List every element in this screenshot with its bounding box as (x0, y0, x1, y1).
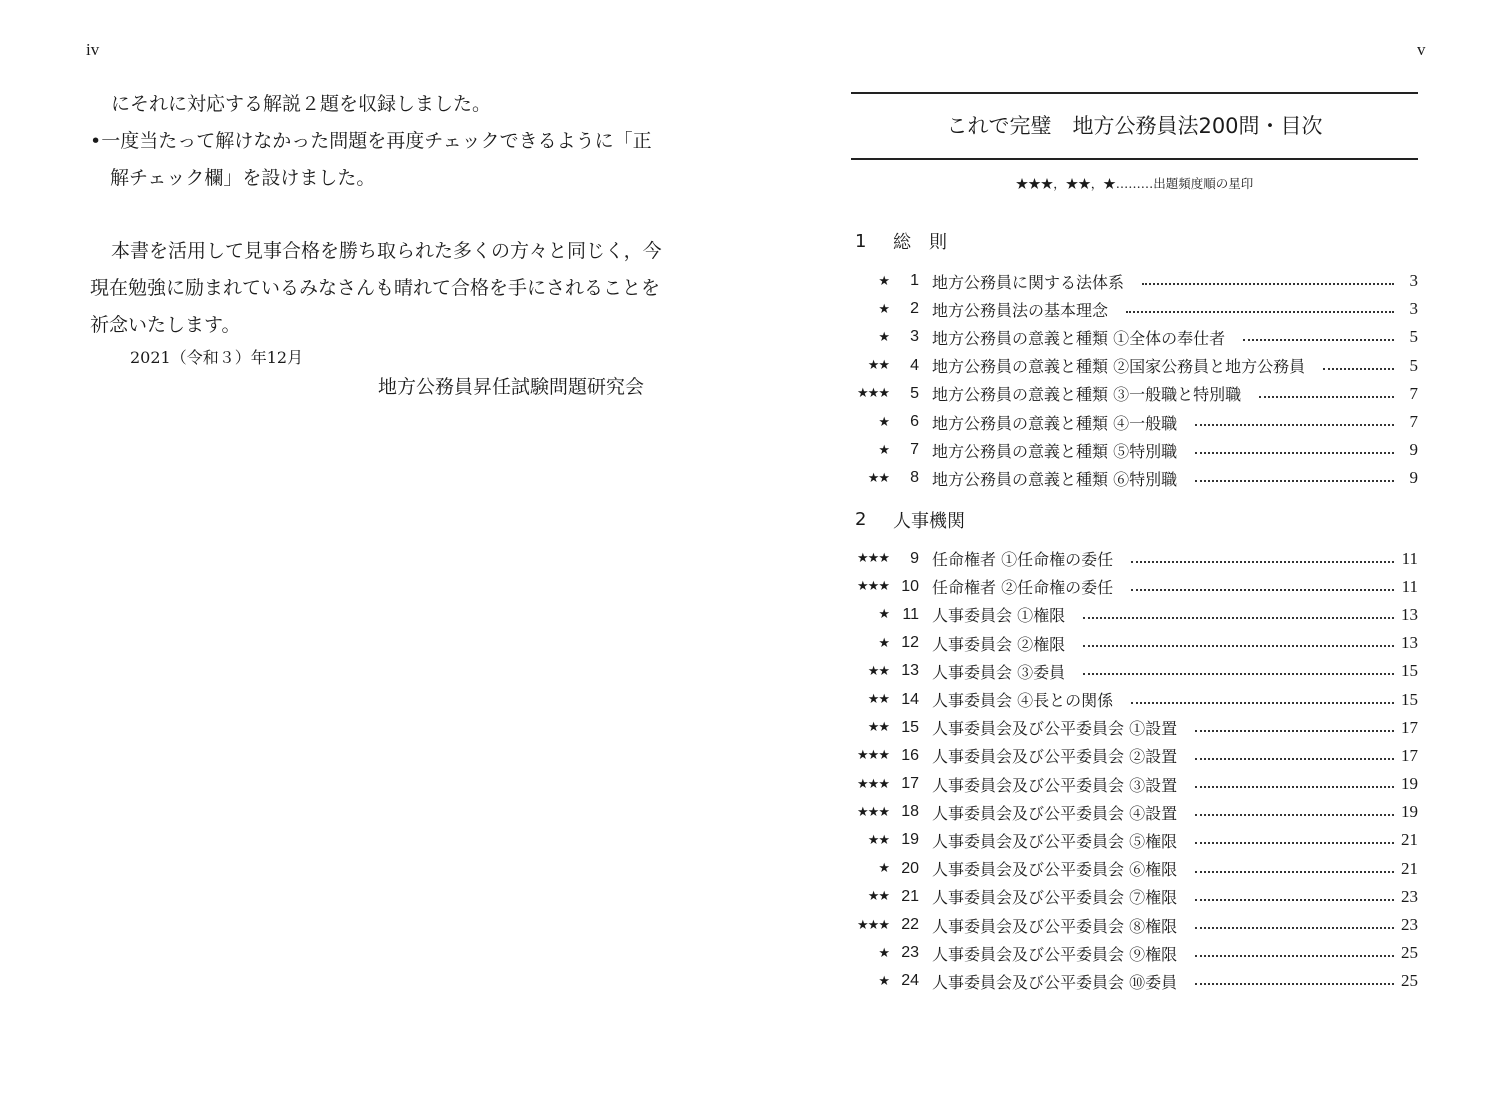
page-number: 5 (1409, 355, 1418, 375)
table-of-contents (851, 92, 1418, 996)
page-number: 19 (1401, 774, 1418, 794)
toc-entry[interactable] (851, 573, 1418, 601)
question-number: 17 (901, 775, 919, 793)
dot-leader (1195, 730, 1394, 732)
entry-title: 地方公務員法の基本理念 (932, 300, 1109, 320)
page-number-right: v (1417, 40, 1426, 59)
frequency-stars: ★★ (867, 832, 889, 848)
question-number: 11 (902, 605, 919, 623)
frequency-stars: ★★★ (857, 917, 889, 933)
section-number: 1 (855, 230, 867, 252)
frequency-stars: ★★ (867, 720, 889, 736)
left-page (90, 86, 670, 402)
frequency-stars: ★★★ (857, 386, 889, 402)
entry-title: 地方公務員に関する法体系 (932, 272, 1125, 292)
toc-entry[interactable] (851, 267, 1418, 295)
frequency-stars: ★ (878, 301, 889, 317)
date-line: 2021（令和３）年12月 (130, 348, 304, 367)
frequency-stars: ★ (878, 635, 889, 651)
question-number: 13 (901, 662, 919, 680)
frequency-stars: ★★ (867, 663, 889, 679)
dot-leader (1195, 424, 1394, 426)
dot-leader (1195, 452, 1394, 454)
entry-title: 任命権者 ①任命権の委任 (932, 550, 1114, 570)
toc-entry[interactable] (851, 323, 1418, 351)
page-number: 25 (1401, 943, 1418, 963)
entry-title: 人事委員会 ①権限 (932, 606, 1066, 626)
page-number: 11 (1401, 576, 1418, 596)
dot-leader (1195, 814, 1394, 816)
frequency-stars: ★ (878, 329, 889, 345)
page-number: 3 (1409, 271, 1418, 291)
page-number: 21 (1401, 830, 1418, 850)
toc-entry[interactable] (851, 545, 1418, 573)
page-number: 7 (1409, 383, 1418, 403)
frequency-stars: ★★★ (857, 804, 889, 820)
page-number: 9 (1409, 468, 1418, 488)
toc-entry[interactable] (851, 295, 1418, 323)
entry-title: 地方公務員の意義と種類 ⑤特別職 (932, 441, 1178, 461)
question-number: 4 (910, 356, 919, 374)
dot-leader (1195, 842, 1394, 844)
question-number: 19 (901, 831, 919, 849)
toc-entry[interactable] (851, 883, 1418, 911)
entry-title: 地方公務員の意義と種類 ②国家公務員と地方公務員 (932, 357, 1306, 377)
entry-title: 人事委員会及び公平委員会 ⑩委員 (932, 972, 1178, 992)
question-number: 23 (901, 944, 919, 962)
dot-leader (1195, 871, 1394, 873)
page-number: 23 (1401, 915, 1418, 935)
dot-leader (1195, 480, 1394, 482)
toc-entry[interactable] (851, 714, 1418, 742)
dot-leader (1131, 702, 1394, 704)
toc-entry[interactable] (851, 436, 1418, 464)
frequency-stars: ★ (878, 973, 889, 989)
dot-leader (1323, 368, 1394, 370)
entry-title: 人事委員会及び公平委員会 ②設置 (932, 747, 1178, 767)
entry-title: 地方公務員の意義と種類 ⑥特別職 (932, 469, 1178, 489)
page-number: 23 (1401, 886, 1418, 906)
frequency-stars: ★★ (867, 692, 889, 708)
question-number: 6 (910, 413, 919, 431)
page-number: 5 (1409, 327, 1418, 347)
question-number: 20 (901, 859, 919, 877)
question-number: 21 (901, 887, 919, 905)
toc-entry[interactable] (851, 855, 1418, 883)
dot-leader (1131, 561, 1394, 563)
entry-title: 人事委員会 ④長との関係 (932, 691, 1114, 711)
page-number: 21 (1401, 858, 1418, 878)
toc-entry[interactable] (851, 629, 1418, 657)
page-number: 11 (1401, 548, 1418, 568)
entry-title: 人事委員会及び公平委員会 ⑤権限 (932, 831, 1178, 851)
question-number: 9 (910, 549, 919, 567)
entry-list (851, 545, 1418, 996)
frequency-stars: ★ (878, 945, 889, 961)
entry-title: 人事委員会及び公平委員会 ①設置 (932, 719, 1178, 739)
dot-leader (1195, 899, 1394, 901)
frequency-stars: ★ (878, 414, 889, 430)
page-number: 25 (1401, 971, 1418, 991)
question-number: 15 (901, 718, 919, 736)
page-number: 17 (1401, 745, 1418, 765)
question-number: 24 (901, 972, 919, 990)
page-number: 3 (1409, 299, 1418, 319)
entry-title: 地方公務員の意義と種類 ①全体の奉仕者 (932, 328, 1226, 348)
question-number: 16 (901, 746, 919, 764)
page-number: 7 (1409, 412, 1418, 432)
question-number: 12 (901, 634, 919, 652)
entry-title: 人事委員会及び公平委員会 ⑧権限 (932, 916, 1178, 936)
question-number: 5 (910, 384, 919, 402)
author-line: 地方公務員昇任試験問題研究会 (377, 376, 644, 398)
page-number: 19 (1401, 802, 1418, 822)
page-number: 17 (1401, 717, 1418, 737)
toc-entry[interactable] (851, 408, 1418, 436)
question-number: 18 (901, 803, 919, 821)
entry-list (851, 267, 1418, 493)
section-title: 人事機関 (893, 510, 965, 532)
frequency-stars: ★★★ (857, 776, 889, 792)
entry-title: 人事委員会 ②権限 (932, 634, 1066, 654)
toc-entry[interactable] (851, 967, 1418, 995)
toc-entry[interactable] (851, 601, 1418, 629)
entry-title: 人事委員会及び公平委員会 ⑦権限 (932, 888, 1178, 908)
section-heading (851, 226, 1418, 256)
frequency-stars: ★★★ (857, 551, 889, 567)
question-number: 14 (901, 690, 919, 708)
dot-leader (1259, 396, 1394, 398)
toc-entry[interactable] (851, 657, 1418, 685)
bullet-item: •一度当たって解けなかった問題を再度チェックできるように「正解チェック欄」を設けました。 (90, 130, 652, 189)
toc-entry[interactable] (851, 742, 1418, 770)
frequency-stars: ★ (878, 861, 889, 877)
star-legend: ★★★，★★，★………出題頻度順の星印 (1015, 176, 1254, 191)
section-number: 2 (855, 509, 867, 530)
question-number: 3 (910, 328, 919, 346)
text-line: にそれに対応する解説２題を収録しました。 (111, 93, 492, 115)
frequency-stars: ★★★ (857, 748, 889, 764)
dot-leader (1142, 283, 1394, 285)
toc-entry[interactable] (851, 380, 1418, 408)
entry-title: 地方公務員の意義と種類 ③一般職と特別職 (932, 385, 1242, 405)
toc-entry[interactable] (851, 798, 1418, 826)
question-number: 7 (910, 441, 919, 459)
entry-title: 人事委員会及び公平委員会 ⑨権限 (932, 944, 1178, 964)
toc-title: これで完璧 地方公務員法200問・目次 (946, 114, 1323, 138)
section-heading (851, 505, 1418, 535)
dot-leader (1083, 673, 1394, 675)
frequency-stars: ★★ (867, 470, 889, 486)
toc-entry[interactable] (851, 464, 1418, 492)
toc-entry[interactable] (851, 826, 1418, 854)
dot-leader (1195, 786, 1394, 788)
toc-entry[interactable] (851, 685, 1418, 713)
frequency-stars: ★★ (867, 889, 889, 905)
section-title: 総 則 (893, 232, 947, 253)
frequency-stars: ★ (878, 442, 889, 458)
question-number: 1 (910, 272, 919, 290)
entry-title: 人事委員会及び公平委員会 ④設置 (932, 803, 1178, 823)
dot-leader (1126, 311, 1394, 313)
frequency-stars: ★★ (867, 358, 889, 374)
dot-leader (1195, 927, 1394, 929)
page-number: 9 (1409, 440, 1418, 460)
toc-entry[interactable] (851, 939, 1418, 967)
question-number: 8 (910, 469, 919, 487)
page-number: 13 (1401, 604, 1418, 624)
closing-paragraph: 本書を活用して見事合格を勝ち取られた多くの方々と同じく，今現在勉強に励まれているみなさんも晴れて合格を手にされることを祈念いたします。 (90, 240, 662, 336)
toc-entry[interactable] (851, 770, 1418, 798)
question-number: 2 (910, 300, 919, 318)
toc-entry[interactable] (851, 352, 1418, 380)
entry-title: 人事委員会 ③委員 (932, 662, 1066, 682)
frequency-stars: ★ (878, 607, 889, 623)
page-number: 15 (1401, 661, 1418, 681)
question-number: 22 (901, 916, 919, 934)
entry-title: 任命権者 ②任命権の委任 (932, 578, 1114, 598)
dot-leader (1083, 645, 1394, 647)
bottom-rule (851, 158, 1418, 160)
dot-leader (1131, 589, 1394, 591)
frequency-stars: ★★★ (857, 579, 889, 595)
toc-entry[interactable] (851, 911, 1418, 939)
dot-leader (1195, 758, 1394, 760)
dot-leader (1195, 983, 1394, 985)
dot-leader (1243, 339, 1394, 341)
question-number: 10 (901, 577, 919, 595)
entry-title: 地方公務員の意義と種類 ④一般職 (932, 413, 1178, 433)
entry-title: 人事委員会及び公平委員会 ③設置 (932, 775, 1178, 795)
dot-leader (1083, 617, 1394, 619)
page-number: 15 (1401, 689, 1418, 709)
page-number-left: iv (86, 40, 100, 59)
frequency-stars: ★ (878, 273, 889, 289)
page-number: 13 (1401, 633, 1418, 653)
entry-title: 人事委員会及び公平委員会 ⑥権限 (932, 860, 1178, 880)
dot-leader (1195, 955, 1394, 957)
